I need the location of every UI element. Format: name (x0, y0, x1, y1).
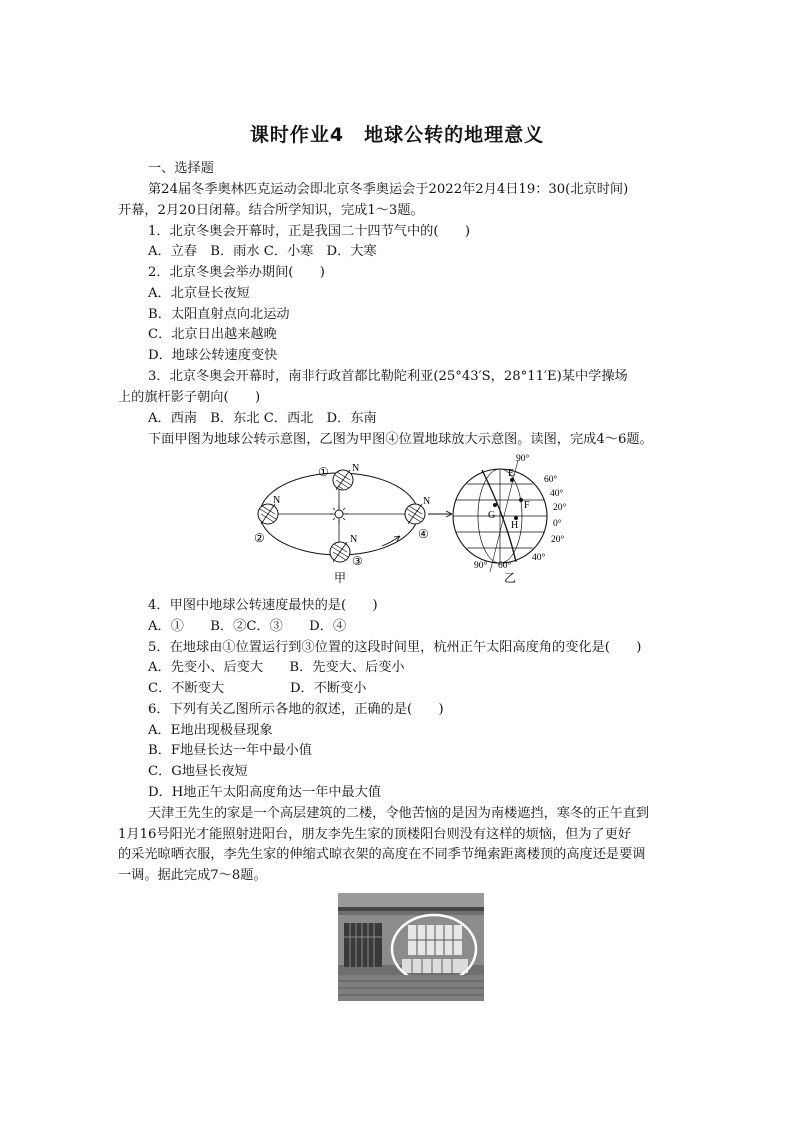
q2-option-a: A．北京昼长夜短 (148, 286, 250, 301)
earth-position-2 (258, 504, 278, 524)
q6-option-a: A．E地出现极昼现象 (148, 723, 273, 738)
earth-position-1 (333, 470, 353, 490)
lat-40s: 40° (532, 553, 546, 563)
lat-0: 0° (553, 519, 562, 529)
label-jia: 甲 (334, 571, 347, 585)
q2-option-d: D．地球公转速度变快 (148, 348, 278, 363)
lat-90s: 90° (474, 561, 488, 571)
lat-60s: 60° (498, 561, 512, 571)
label-pos-2: ② (254, 531, 265, 545)
intro3-line4: 一调。据此完成7～8题。 (118, 868, 267, 883)
lat-20n: 20° (553, 503, 567, 513)
lat-60n: 60° (544, 475, 558, 485)
intro3-line2: 1月16号阳光才能照射进阳台，朋友李先生家的顶楼阳台则没有这样的烦恼，但为了更好 (118, 827, 632, 842)
q4-options: A．① B．②C．③ D．④ (148, 619, 347, 634)
lat-40n: 40° (550, 489, 564, 499)
point-g: G (488, 510, 496, 521)
intro3-line3: 的采光晾晒衣服，李先生家的伸缩式晾衣架的高度在不同季节绳索距离楼顶的高度还是要调 (118, 847, 646, 862)
balcony-photo (338, 893, 484, 1001)
section-heading: 一、选择题 (148, 161, 214, 176)
sun-icon (330, 505, 348, 523)
q3-stem-line1: 3．北京冬奥会开幕时，南非行政首都比勒陀利亚(25°43′S，28°11′E)某中学操场 (148, 369, 628, 384)
q3-options: A．西南 B．东北 C．西北 D．东南 (148, 411, 377, 426)
earth-position-3 (330, 542, 350, 562)
q1-options: A．立春 B．雨水 C．小寒 D．大寒 (148, 244, 377, 259)
q6-option-c: C．G地昼长夜短 (148, 764, 248, 779)
q2-option-c: C．北京日出越来越晚 (148, 327, 277, 342)
point-h: H (511, 520, 519, 531)
label-n-4: N (423, 496, 431, 507)
intro1-line2: 开幕，2月20日闭幕。结合所学知识，完成1～3题。 (118, 203, 424, 218)
q5-stem: 5．在地球由①位置运行到③位置的这段时间里，杭州正午太阳高度角的变化是( ) (148, 640, 642, 655)
q5-options-ab: A．先变小、后变大 B．先变大、后变小 (148, 660, 405, 675)
label-pos-3: ③ (352, 554, 363, 568)
label-yi: 乙 (504, 571, 517, 585)
point-f: F (524, 500, 530, 511)
q6-stem: 6．下列有关乙图所示各地的叙述，正确的是( ) (148, 702, 444, 717)
label-pos-1: ① (318, 465, 329, 479)
q4-stem: 4．甲图中地球公转速度最快的是( ) (148, 598, 378, 613)
q3-stem-line2: 上的旗杆影子朝向( ) (118, 390, 261, 405)
intro2: 下面甲图为地球公转示意图，乙图为甲图④位置地球放大示意图。读图，完成4～6题。 (148, 432, 653, 447)
label-pos-4: ④ (418, 527, 429, 541)
lat-90n: 90° (516, 454, 530, 464)
q2-stem: 2．北京冬奥会举办期间( ) (148, 265, 325, 280)
q1-stem: 1．北京冬奥会开幕时，正是我国二十四节气中的( ) (148, 224, 470, 239)
lat-20s: 20° (551, 535, 565, 545)
point-e: E (508, 468, 515, 479)
intro1-line1: 第24届冬季奥林匹克运动会即北京冬季奥运会于2022年2月4日19：30(北京时间) (148, 182, 629, 197)
figure-yi-globe (446, 448, 586, 586)
q6-option-d: D．H地正午太阳高度角达一年中最大值 (148, 785, 382, 800)
label-n-1: N (352, 463, 360, 474)
label-n-3: N (350, 534, 358, 545)
earth-position-4 (405, 504, 425, 524)
q5-options-cd: C．不断变大 D．不断变小 (148, 681, 367, 696)
figure-jia-orbit (242, 458, 452, 588)
q2-option-b: B．太阳直射点向北运动 (148, 307, 290, 322)
intro3-line1: 天津王先生的家是一个高层建筑的二楼，令他苦恼的是因为南楼遮挡，寒冬的正午直到 (148, 806, 650, 821)
label-n-2: N (273, 495, 281, 506)
page-title: 课时作业4 地球公转的地理意义 (249, 124, 545, 146)
q6-option-b: B．F地昼长达一年中最小值 (148, 743, 312, 758)
